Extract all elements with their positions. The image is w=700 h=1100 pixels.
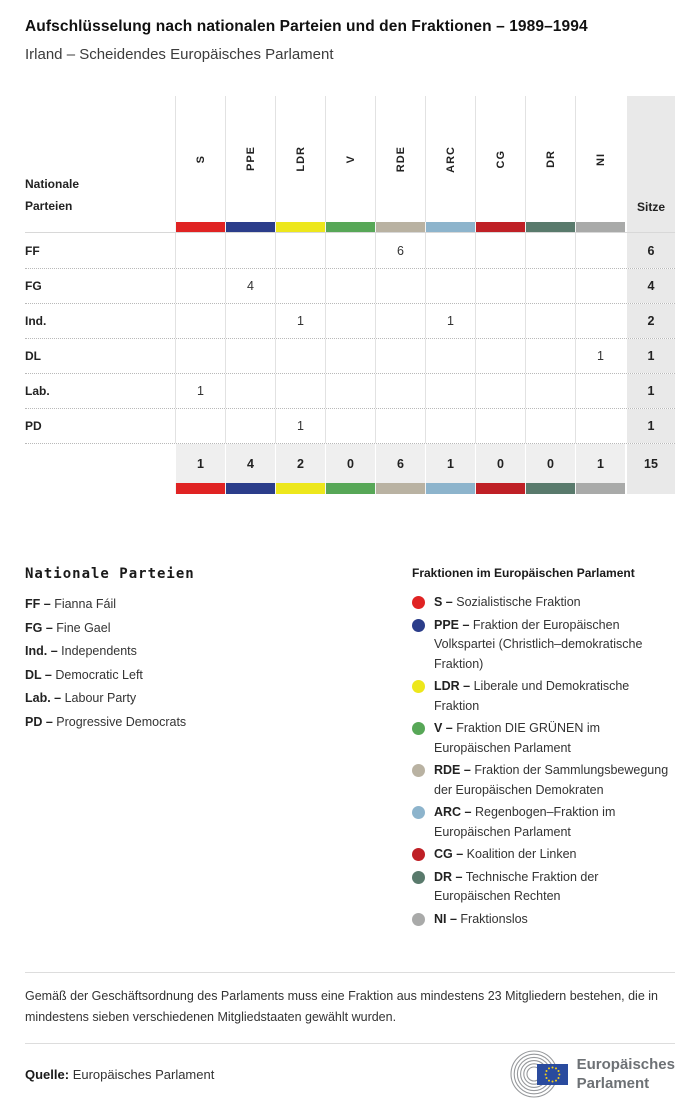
color-swatch-s [175, 222, 225, 232]
table-row-lab: Lab. 1 1 [25, 373, 675, 408]
table-cell [325, 269, 375, 303]
corner-header: Nationale Parteien [25, 177, 80, 213]
seats-table [25, 96, 675, 494]
legend-fraction-item: V – Fraktion DIE GRÜNEN im Europäischen Parlament [412, 719, 675, 758]
legend-fraction-item: LDR – Liberale und Demokratische Fraktion [412, 677, 675, 716]
seats-cell: 1 [625, 374, 675, 408]
total-cell: 4 [225, 444, 275, 483]
table-cell [175, 409, 225, 443]
table-cell [225, 409, 275, 443]
table-cell [575, 374, 625, 408]
total-cell: 1 [575, 444, 625, 483]
table-row-dl: DL 1 1 [25, 338, 675, 373]
table-cell [475, 339, 525, 373]
table-cell [475, 304, 525, 338]
table-cell [375, 269, 425, 303]
table-row-ff: FF 6 6 [25, 233, 675, 268]
table-cell: 1 [175, 374, 225, 408]
color-swatch-dr [525, 483, 575, 494]
total-cell: 2 [275, 444, 325, 483]
legend-dot-rde [412, 764, 425, 777]
legend-fractions [412, 566, 675, 932]
legend-dot-ldr [412, 680, 425, 693]
legend-party-item: Ind. – Independents [25, 644, 137, 658]
legend-dot-dr [412, 871, 425, 884]
column-header-cg: CG [475, 96, 525, 222]
table-cell [475, 409, 525, 443]
fraction-color-bar-bottom [25, 483, 675, 494]
table-cell [475, 374, 525, 408]
table-row-pd: PD 1 1 [25, 408, 675, 443]
seats-cell: 2 [625, 304, 675, 338]
table-header-row [25, 96, 675, 222]
color-swatch-rde [375, 483, 425, 494]
table-cell [525, 374, 575, 408]
column-header-rde: RDE [375, 96, 425, 222]
footnote-block [25, 972, 675, 1044]
table-cell [225, 339, 275, 373]
color-swatch-s [175, 483, 225, 494]
table-cell [325, 409, 375, 443]
table-cell [275, 374, 325, 408]
color-swatch-ldr [275, 222, 325, 232]
legend-dot-s [412, 596, 425, 609]
table-cell [225, 304, 275, 338]
source-text: Quelle: Europäisches Parlament [25, 1066, 215, 1082]
color-swatch-arc [425, 222, 475, 232]
table-cell [475, 269, 525, 303]
column-header-ni: NI [575, 96, 625, 222]
legend-fractions-heading: Fraktionen im Europäischen Parlament [412, 566, 635, 580]
european-parliament-logo [504, 1049, 675, 1099]
table-row-fg: FG 4 4 [25, 268, 675, 303]
table-cell [275, 233, 325, 268]
table-cell [375, 374, 425, 408]
total-cell: 0 [525, 444, 575, 483]
table-cell [375, 304, 425, 338]
seats-cell: 1 [625, 409, 675, 443]
legend-party-item: FG – Fine Gael [25, 620, 111, 635]
legend-dot-cg [412, 848, 425, 861]
table-cell [475, 233, 525, 268]
legends [25, 566, 675, 932]
column-header-sitze: Sitze [625, 96, 675, 222]
table-cell: 1 [575, 339, 625, 373]
color-swatch-ni [575, 222, 625, 232]
color-swatch-arc [425, 483, 475, 494]
table-cell [175, 304, 225, 338]
table-cell [575, 409, 625, 443]
color-swatch-ppe [225, 483, 275, 494]
table-cell [575, 304, 625, 338]
table-cell [275, 339, 325, 373]
legend-fraction-item: RDE – Fraktion der Sammlungsbewegung der Europäischen Demokraten [412, 761, 675, 800]
table-cell [225, 374, 275, 408]
total-cell: 0 [325, 444, 375, 483]
table-cell: 1 [425, 304, 475, 338]
table-row-ind: Ind. 1 1 2 [25, 303, 675, 338]
total-cell: 1 [175, 444, 225, 483]
table-cell [325, 233, 375, 268]
table-cell [575, 233, 625, 268]
legend-national-parties [25, 566, 412, 932]
total-cell: 6 [375, 444, 425, 483]
color-swatch-ni [575, 483, 625, 494]
seats-cell: 4 [625, 269, 675, 303]
table-cell [425, 233, 475, 268]
legend-fraction-item: NI – Fraktionslos [412, 910, 675, 930]
table-cell [225, 233, 275, 268]
column-header-v: V [325, 96, 375, 222]
table-cell [525, 269, 575, 303]
legend-fraction-item: CG – Koalition der Linken [412, 845, 675, 865]
seats-cell: 6 [625, 233, 675, 268]
color-swatch-cg [475, 222, 525, 232]
hemicycle-flag-icon [504, 1049, 570, 1099]
table-cell: 1 [275, 409, 325, 443]
table-cell [525, 409, 575, 443]
total-seats-cell: 15 [625, 444, 675, 483]
source-row [25, 1048, 675, 1100]
table-totals-row [25, 443, 675, 483]
color-swatch-v [325, 222, 375, 232]
seats-cell: 1 [625, 339, 675, 373]
table-cell [575, 269, 625, 303]
legend-party-item: DL – Democratic Left [25, 667, 143, 682]
table-cell [175, 269, 225, 303]
legend-dot-arc [412, 806, 425, 819]
table-cell [425, 374, 475, 408]
color-swatch-cg [475, 483, 525, 494]
page-subtitle: Irland – Scheidendes Europäisches Parlament [25, 46, 334, 63]
table-cell [175, 339, 225, 373]
table-cell [275, 269, 325, 303]
total-cell: 1 [425, 444, 475, 483]
color-swatch-ldr [275, 483, 325, 494]
legend-party-item: FF – Fianna Fáil [25, 597, 117, 611]
color-swatch-dr [525, 222, 575, 232]
table-cell [375, 409, 425, 443]
table-cell [425, 409, 475, 443]
table-cell: 1 [275, 304, 325, 338]
color-swatch-rde [375, 222, 425, 232]
legend-dot-ni [412, 913, 425, 926]
column-header-dr: DR [525, 96, 575, 222]
legend-party-item: PD – Progressive Democrats [25, 714, 187, 729]
column-header-arc: ARC [425, 96, 475, 222]
legend-parties-heading: Nationale Parteien [25, 566, 195, 582]
table-cell [325, 304, 375, 338]
color-swatch-v [325, 483, 375, 494]
total-cell: 0 [475, 444, 525, 483]
table-cell [525, 233, 575, 268]
logo-wordmark: Europäisches Parlament [576, 1056, 675, 1092]
table-cell [425, 339, 475, 373]
fraction-color-bar-top [25, 222, 675, 233]
legend-fraction-item: PPE – Fraktion der Europäischen Volkspartei (Christlich–demokratische Fraktion) [412, 616, 675, 675]
legend-dot-ppe [412, 619, 425, 632]
table-cell [325, 339, 375, 373]
table-cell [525, 304, 575, 338]
legend-fraction-item: DR – Technische Fraktion der Europäischen Rechten [412, 868, 675, 907]
legend-dot-v [412, 722, 425, 735]
table-cell [425, 269, 475, 303]
column-header-s: S [175, 96, 225, 222]
table-cell: 6 [375, 233, 425, 268]
table-cell: 4 [225, 269, 275, 303]
legend-fraction-item: ARC – Regenbogen–Fraktion im Europäischen Parlament [412, 803, 675, 842]
column-header-ldr: LDR [275, 96, 325, 222]
column-header-ppe: PPE [225, 96, 275, 222]
legend-fraction-item: S – Sozialistische Fraktion [412, 593, 675, 613]
legend-party-item: Lab. – Labour Party [25, 691, 137, 705]
table-cell [325, 374, 375, 408]
page-title: Aufschlüsselung nach nationalen Parteien und den Fraktionen – 1989–1994 [25, 18, 588, 35]
table-cell [375, 339, 425, 373]
table-cell [525, 339, 575, 373]
footnote-text: Gemäß der Geschäftsordnung des Parlaments muss eine Fraktion aus mindestens 23 Mitgliedern bestehen, die in mindestens sieben verschiedenen Mitgliedstaaten gewählt wurden. [25, 989, 658, 1024]
color-swatch-ppe [225, 222, 275, 232]
table-cell [175, 233, 225, 268]
